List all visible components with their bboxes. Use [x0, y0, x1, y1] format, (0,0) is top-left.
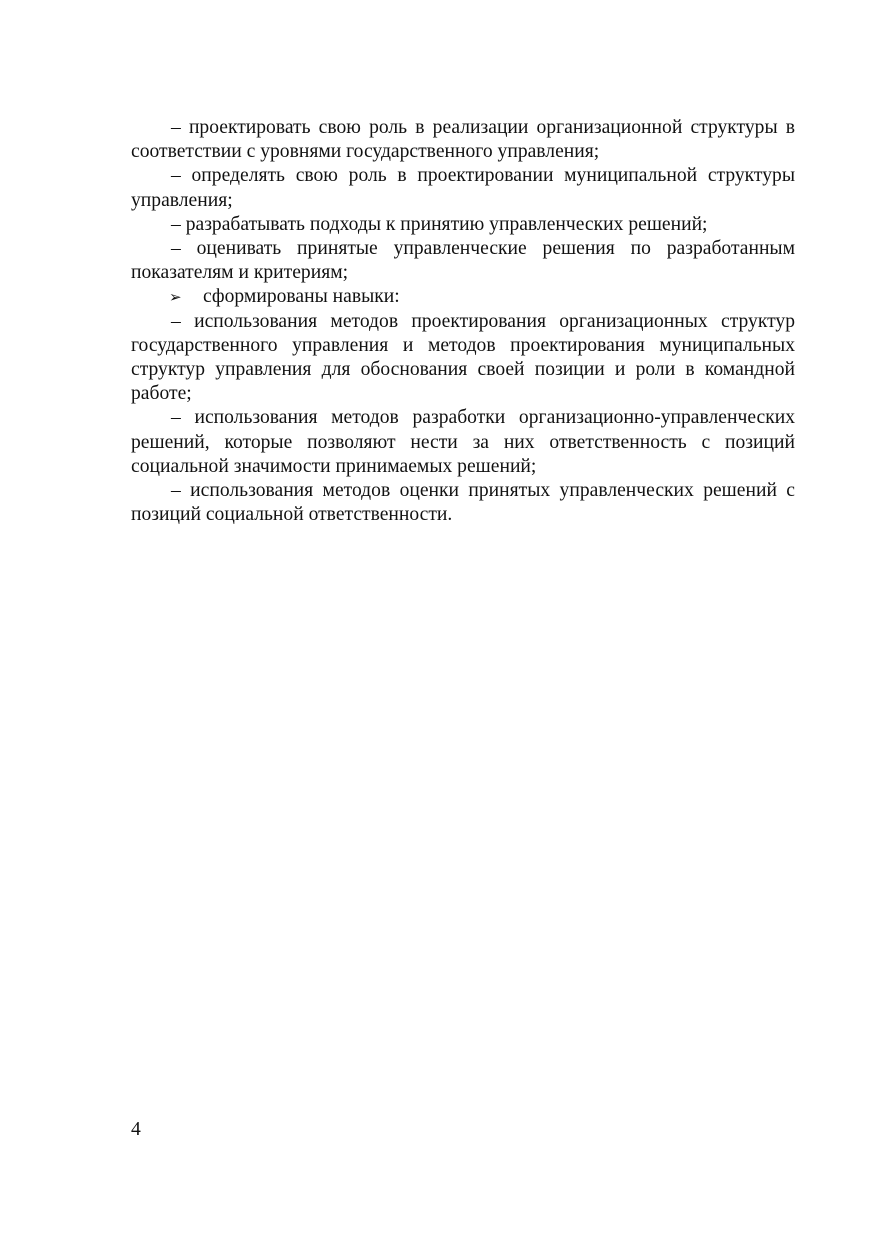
skill-item-3: – использования методов оценки принятых управленческих решений с позиций социальной ответственности.	[131, 480, 795, 526]
skills-heading-text: сформированы навыки:	[203, 286, 400, 308]
arrow-bullet-icon: ➢	[169, 288, 182, 307]
skill-item-1: – использования методов проектирования организационных структур государственного управления и методов проектирования муниципальных структур управления для обоснования своей позиции и роли в командной работе;	[131, 310, 795, 405]
ability-item-3: – разрабатывать подходы к принятию управленческих решений;	[171, 213, 708, 235]
ability-item-2: – определять свою роль в проектировании муниципальной структуры управления;	[131, 165, 795, 211]
ability-item-4: – оценивать принятые управленческие решения по разработанным показателям и критериям;	[131, 238, 795, 284]
skills-heading	[131, 285, 795, 309]
page-number: 4	[131, 1119, 141, 1140]
page-body	[131, 116, 795, 527]
skill-item-2: – использования методов разработки организационно-управленческих решений, которые позволяют нести за них ответственность с позиций социальной значимости принимаемых решений;	[131, 407, 795, 477]
ability-item-1: – проектировать свою роль в реализации организационной структуры в соответствии с уровнями государственного управления;	[131, 117, 795, 163]
